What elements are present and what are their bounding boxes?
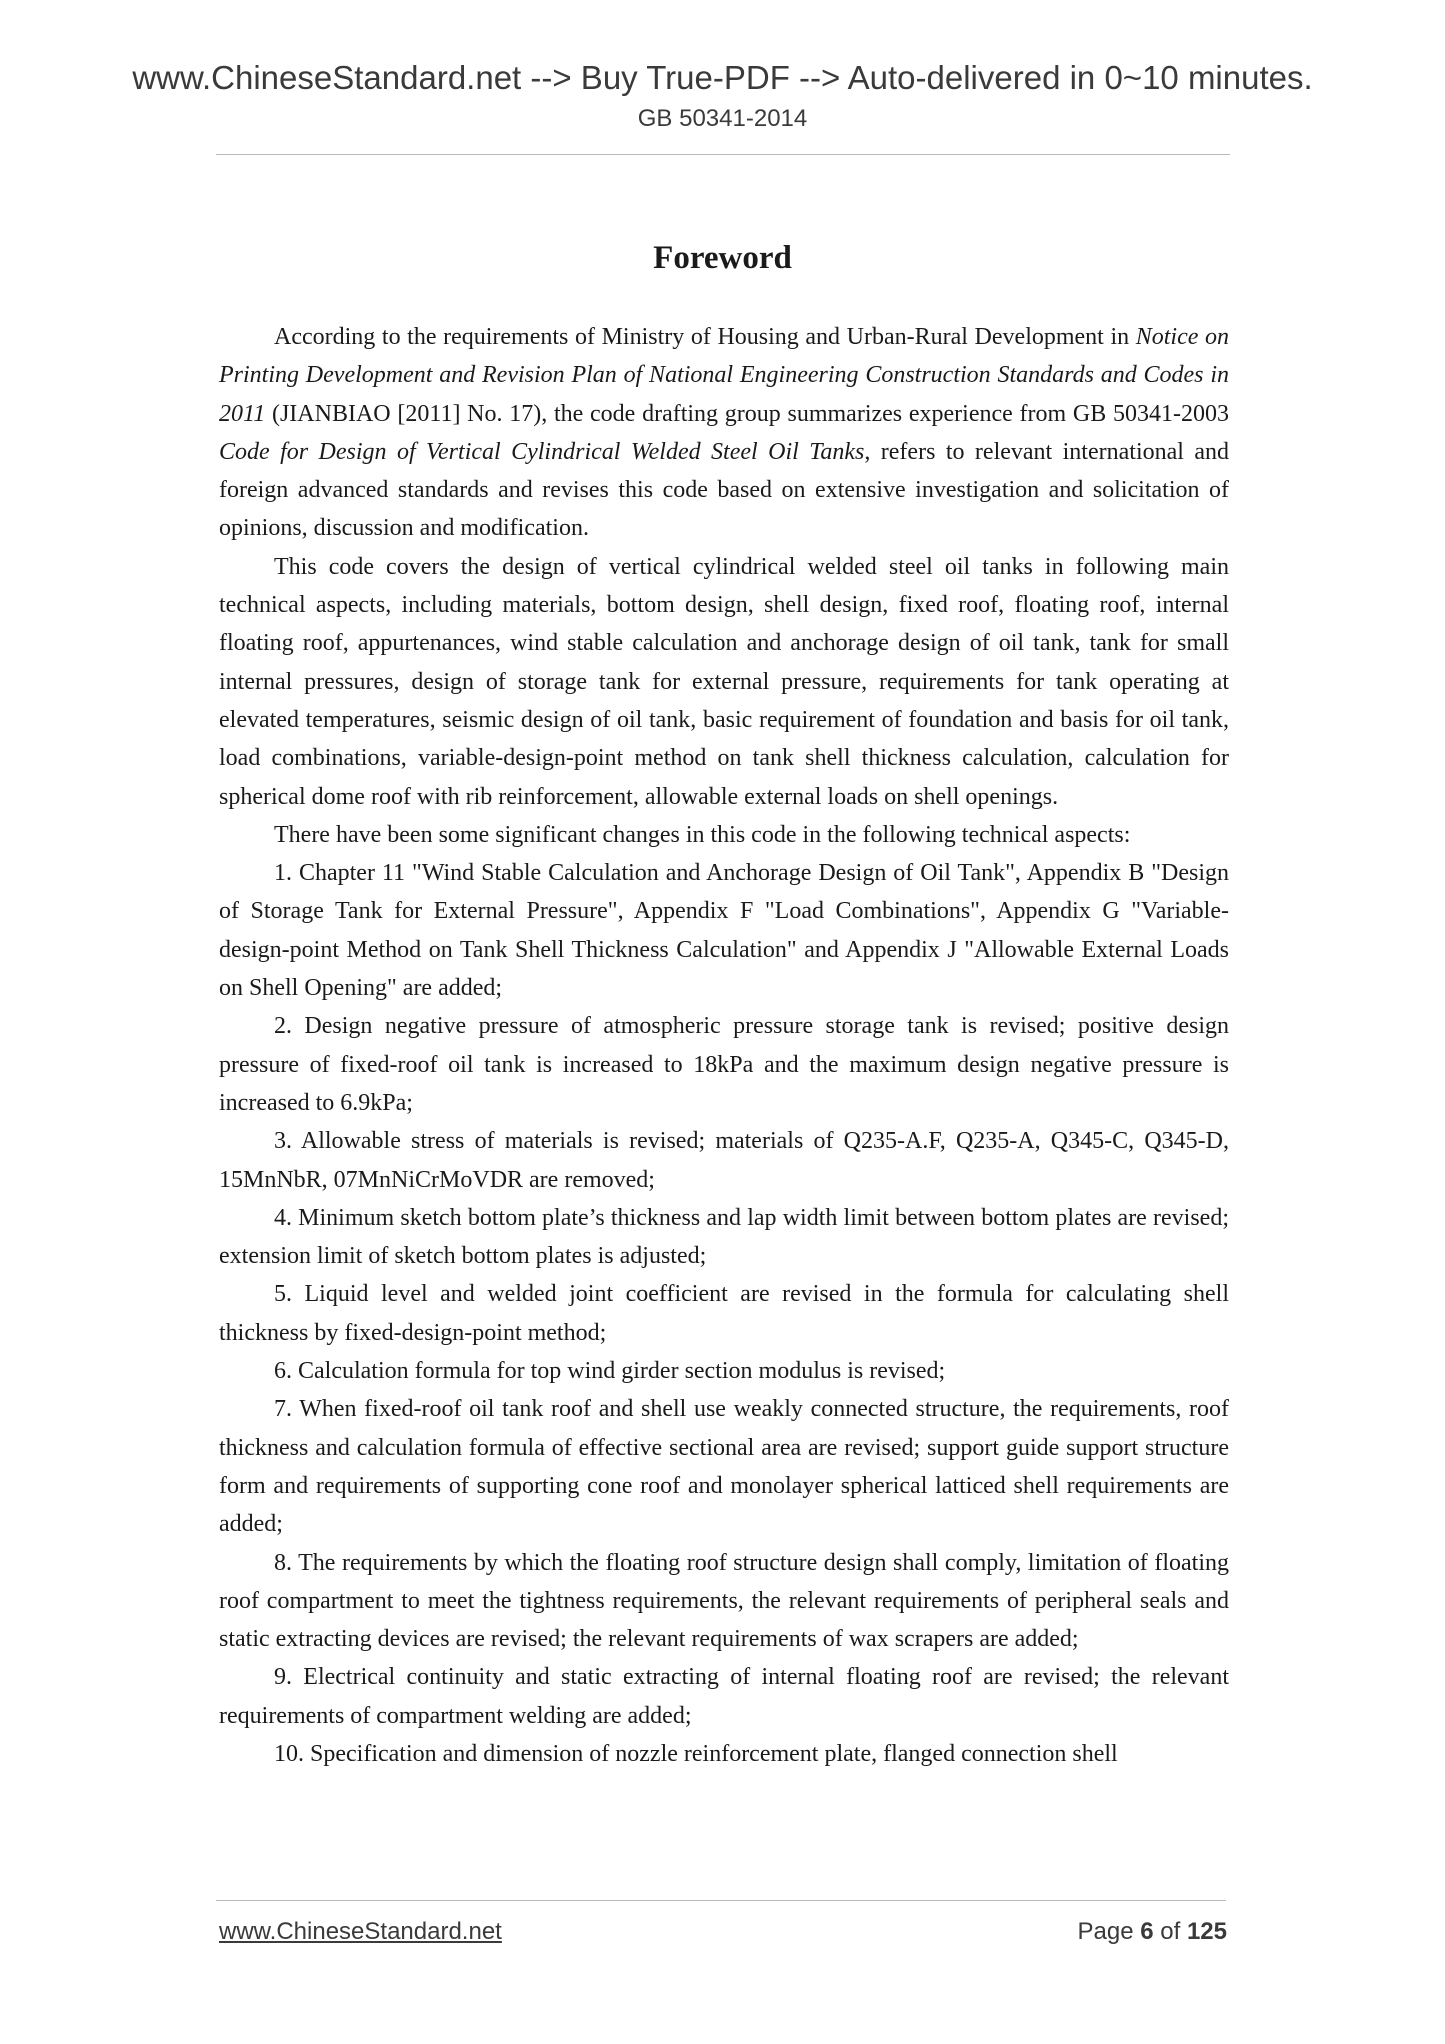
change-item-2: 2. Design negative pressure of atmospheric pressure storage tank is revised; positive design pressure of fixed-roof oil tank is increased to 18kPa and the maximum design negative pressure is increased to 6.9kPa;: [219, 1013, 1229, 1116]
page-title: Foreword: [653, 240, 792, 277]
intro-text-1: According to the requirements of Ministry of Housing and Urban-Rural Development in: [274, 324, 1136, 350]
paragraph-changes-intro: There have been some significant changes in this code in the following technical aspects:: [274, 821, 1131, 848]
change-item-9: 9. Electrical continuity and static extracting of internal floating roof are revised; the relevant requirements of compartment welding are added;: [219, 1664, 1229, 1729]
page-number: [1078, 1917, 1228, 1947]
change-item-8: 8. The requirements by which the floating roof structure design shall comply, limitation of floating roof compartment to meet the tightness requirements, the relevant requirements of peripheral seals and static extracting devices are revised; the relevant requirements of wax scrapers are added;: [219, 1549, 1229, 1653]
paragraph-scope: This code covers the design of vertical cylindrical welded steel oil tanks in following main technical aspects, including materials, bottom design, shell design, fixed roof, floating roof, internal floating roof, appurtenances, wind stable calculation and anchorage design of oil tank, tank for small internal pressures, design of storage tank for external pressure, requirements for tank operating at elevated temperatures, seismic design of oil tank, basic requirement of foundation and basis for oil tank, load combinations, variable-design-point method on tank shell thickness calculation, calculation for spherical dome roof with rib reinforcement, allowable external loads on shell openings.: [219, 553, 1229, 810]
change-item-3: 3. Allowable stress of materials is revised; materials of Q235-A.F, Q235-A, Q345-C, Q345-D, 15MnNbR, 07MnNiCrMoVDR are removed;: [219, 1128, 1229, 1193]
page-of: of: [1160, 1918, 1181, 1945]
change-item-7: 7. When fixed-roof oil tank roof and shell use weakly connected structure, the requirements, roof thickness and calculation formula of effective sectional area are revised; support guide support structure form and requirements of supporting cone roof and monolayer spherical latticed shell requirements are added;: [219, 1396, 1229, 1538]
change-item-10: 10. Specification and dimension of nozzle reinforcement plate, flanged connection shell: [274, 1740, 1118, 1767]
intro-text-3: , refers to relevant international and foreign advanced standards and revises this code based on extensive investigation and solicitation of opinions, discussion and modification.: [219, 438, 1230, 542]
page-total: 125: [1186, 1918, 1227, 1945]
change-item-4: 4. Minimum sketch bottom plate’s thickness and lap width limit between bottom plates are revised; extension limit of sketch bottom plates is adjusted;: [219, 1204, 1229, 1270]
page-current: 6: [1140, 1918, 1154, 1945]
intro-notice-title: Notice on Printing Development and Revision Plan of National Engineering Construction Standards and Codes in 2011: [219, 324, 1229, 427]
document-body: [219, 318, 1229, 1773]
change-item-1: 1. Chapter 11 "Wind Stable Calculation and Anchorage Design of Oil Tank", Appendix B "Design of Storage Tank for External Pressure", Appendix F "Load Combinations", Appendix G "Variable-design-point Method on Tank Shell Thickness Calculation" and Appendix J "Allowable External Loads on Shell Opening" are added;: [219, 860, 1229, 1002]
header-banner[interactable]: www.ChineseStandard.net --> Buy True-PDF --> Auto-delivered in 0~10 minutes.: [132, 59, 1313, 96]
footer-divider: [216, 1900, 1226, 1901]
intro-text-2: (JIANBIAO [2011] No. 17), the code drafting group summarizes experience from GB 50341-2003: [265, 400, 1229, 427]
page-word: Page: [1077, 1918, 1134, 1945]
paragraph-intro: [219, 318, 1229, 548]
change-item-6: 6. Calculation formula for top wind girder section modulus is revised;: [274, 1358, 946, 1385]
standard-code: GB 50341-2014: [637, 105, 808, 132]
intro-code-title: Code for Design of Vertical Cylindrical Welded Steel Oil Tanks: [219, 438, 865, 465]
footer-site-link[interactable]: www.ChineseStandard.net: [219, 1918, 502, 1945]
change-item-5: 5. Liquid level and welded joint coefficient are revised in the formula for calculating shell thickness by fixed-design-point method;: [219, 1281, 1229, 1346]
header-divider: [216, 154, 1230, 155]
